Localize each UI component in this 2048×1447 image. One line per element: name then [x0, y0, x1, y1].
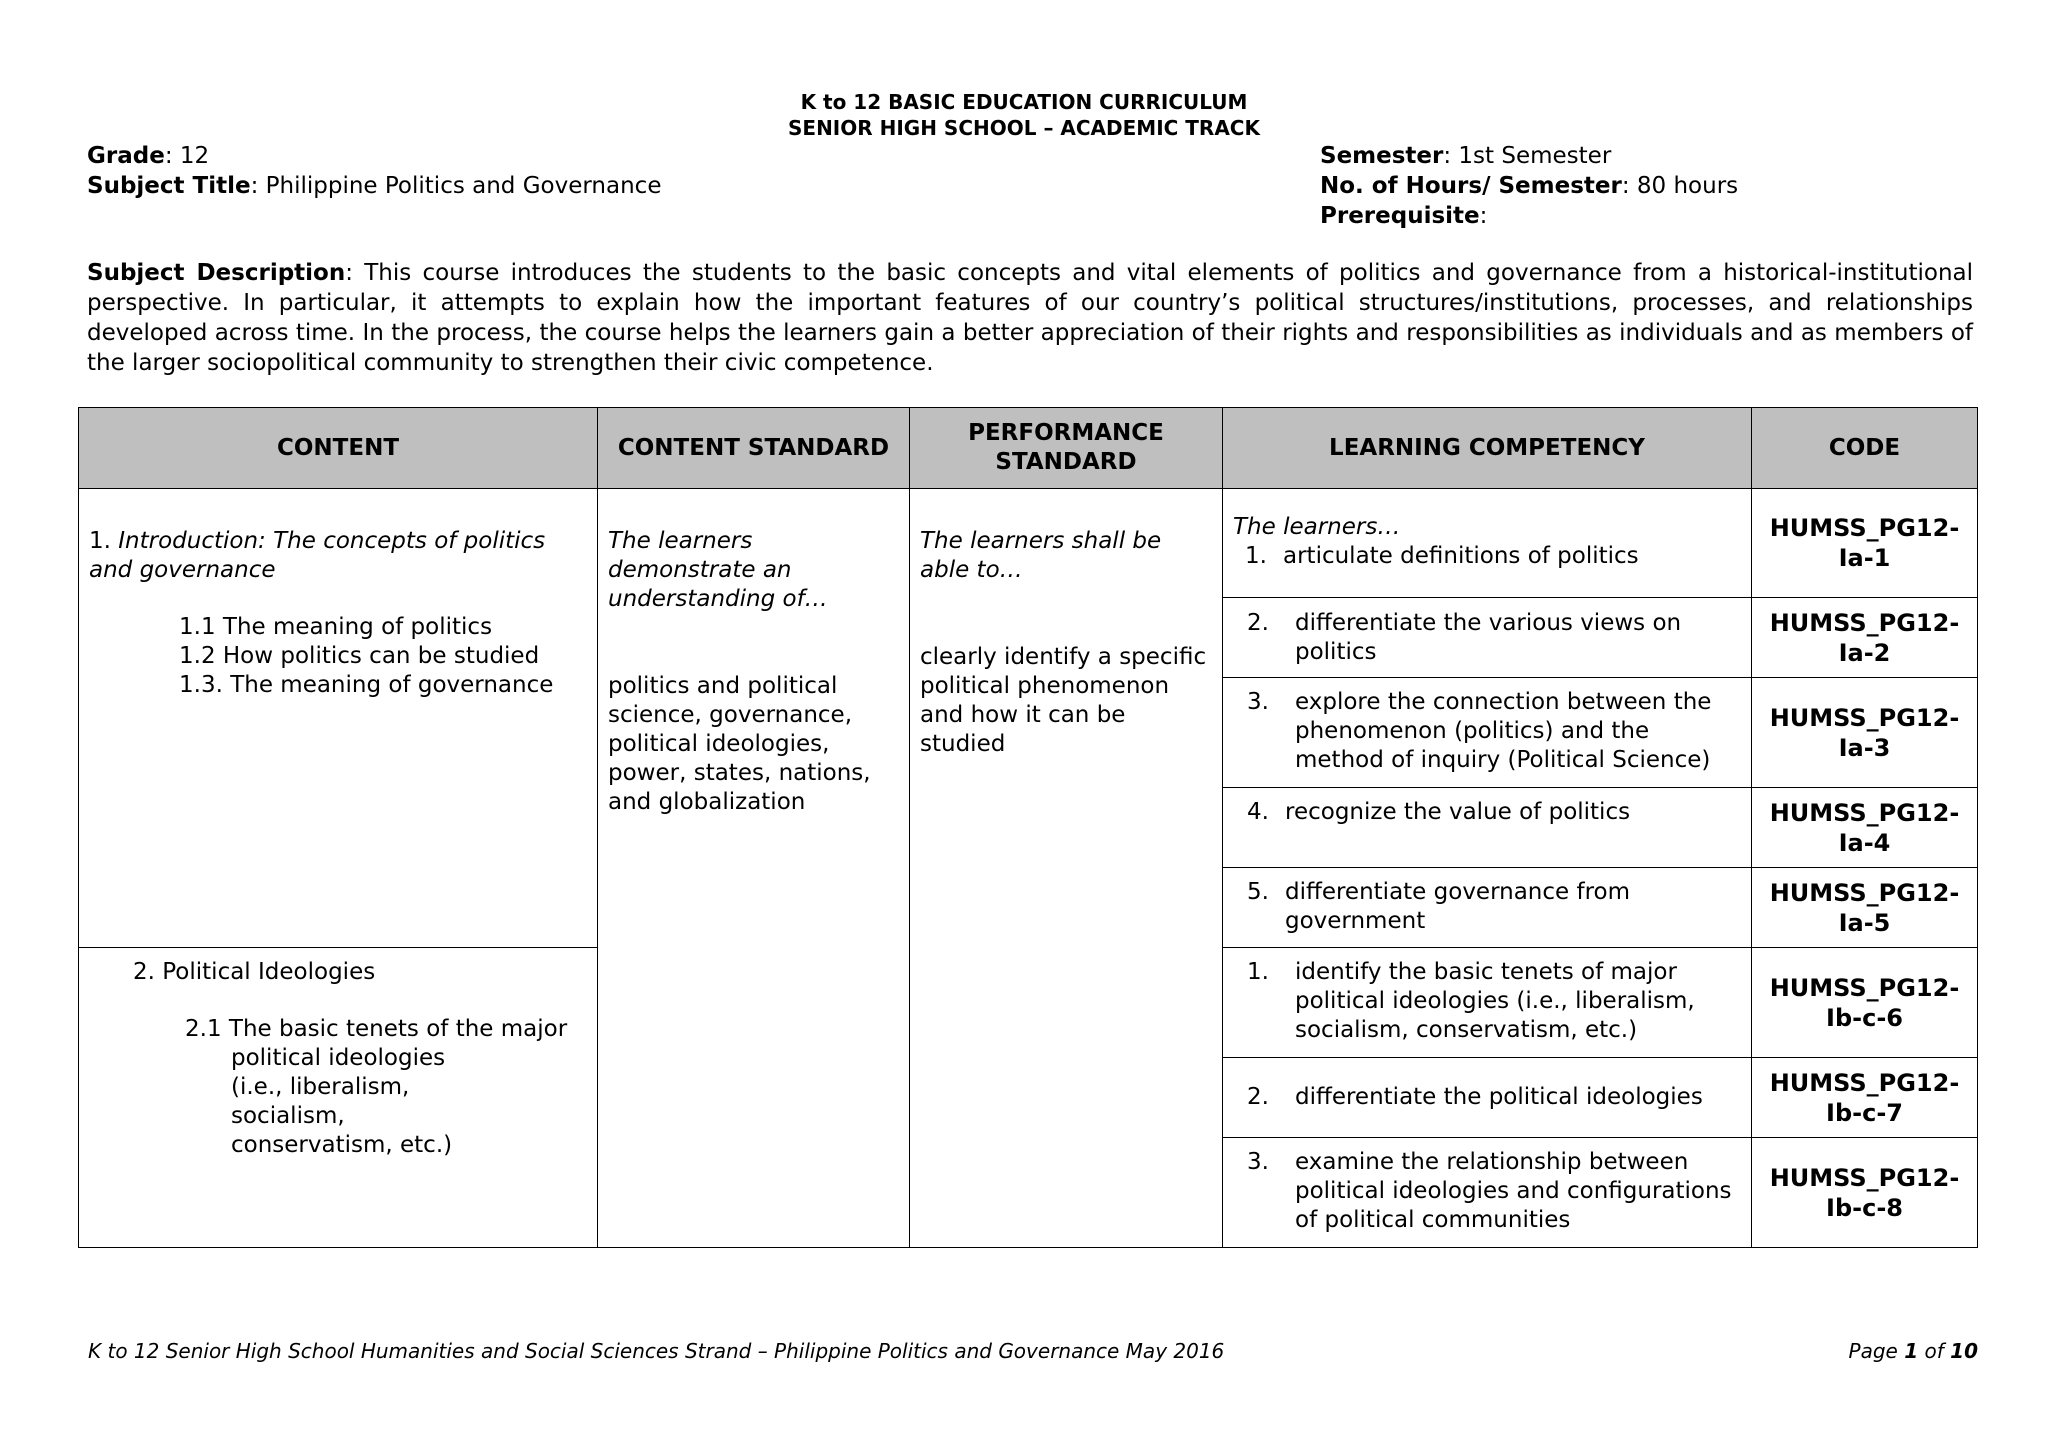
content-standard-intro: The learners demonstrate an understanding of…	[608, 528, 828, 612]
competency-cell: 2. differentiate the various views on politics	[1223, 598, 1752, 678]
content-standard-body: politics and political science, governance, political ideologies, power, states, nations, and globalization	[608, 673, 871, 815]
subtopic: 1.1 The meaning of politics	[179, 614, 493, 640]
content-2-title: 2. Political Ideologies	[133, 959, 376, 985]
semester-label: Semester	[1320, 143, 1444, 169]
description-label: Subject Description	[87, 260, 346, 286]
code-cell: HUMSS_PG12-Ia-1	[1752, 489, 1978, 598]
performance-standard-cell	[910, 489, 1223, 1248]
prerequisite-line	[1320, 201, 1487, 231]
prerequisite-label: Prerequisite	[1320, 203, 1480, 229]
header-performance-standard	[910, 408, 1223, 489]
document-subtitle: SENIOR HIGH SCHOOL – ACADEMIC TRACK	[788, 116, 1260, 140]
code-cell: HUMSS_PG12-Ib-c-7	[1752, 1058, 1978, 1138]
grade-value: : 12	[164, 143, 210, 169]
header-content: CONTENT	[79, 408, 598, 489]
semester-value: : 1st Semester	[1443, 143, 1612, 169]
table-header-row	[79, 408, 1978, 489]
curriculum-table	[78, 407, 1978, 1248]
content-2-subtopic: 2.1 The basic tenets of the major political ideologies (i.e., liberalism, socialism, conservatism, etc.)	[185, 1016, 568, 1158]
performance-standard-intro: The learners shall be able to…	[920, 528, 1162, 583]
competency-cell: 2. differentiate the political ideologies	[1223, 1058, 1752, 1138]
hours-value: : 80 hours	[1621, 173, 1739, 199]
footer-text: K to 12 Senior High School Humanities and Social Sciences Strand – Philippine Politics and Governance May 2016	[88, 1339, 1225, 1363]
code-cell: HUMSS_PG12-Ia-5	[1752, 868, 1978, 948]
competency-cell: 1. identify the basic tenets of major political ideologies (i.e., liberalism, socialism, conservatism, etc.)	[1223, 948, 1752, 1058]
competency-cell: 3. explore the connection between the phenomenon (politics) and the method of inquiry (Political Science)	[1223, 678, 1752, 788]
table-row	[79, 489, 1978, 598]
semester-line	[1320, 141, 1611, 171]
competency-cell: 3. examine the relationship between political ideologies and configurations of political communities	[1223, 1138, 1752, 1248]
learners-intro: The learners…	[1233, 514, 1401, 540]
content-cell-1	[79, 489, 598, 948]
header-learning-competency: LEARNING COMPETENCY	[1223, 408, 1752, 489]
competency-cell	[1223, 489, 1752, 598]
hours-line	[1320, 171, 1738, 201]
code-cell: HUMSS_PG12-Ia-4	[1752, 788, 1978, 868]
document-title: K to 12 BASIC EDUCATION CURRICULUM	[800, 90, 1248, 114]
content-cell-2	[79, 948, 598, 1248]
grade-line	[87, 141, 209, 171]
subject-line	[87, 171, 661, 201]
competency-item: 1. articulate definitions of politics	[1245, 543, 1639, 569]
hours-label: No. of Hours/ Semester	[1320, 173, 1622, 199]
competency-cell: 4. recognize the value of politics	[1223, 788, 1752, 868]
code-cell: HUMSS_PG12-Ib-c-8	[1752, 1138, 1978, 1248]
subtopic: 1.3. The meaning of governance	[179, 672, 554, 698]
subject-label: Subject Title	[87, 173, 251, 199]
header-performance-standard-text: PERFORMANCE STANDARD	[968, 420, 1164, 475]
code-cell: HUMSS_PG12-Ia-2	[1752, 598, 1978, 678]
prerequisite-value: :	[1479, 203, 1488, 229]
grade-label: Grade	[87, 143, 165, 169]
subject-value: : Philippine Politics and Governance	[250, 173, 662, 199]
header-content-standard: CONTENT STANDARD	[598, 408, 910, 489]
code-cell: HUMSS_PG12-Ib-c-6	[1752, 948, 1978, 1058]
content-1-subtopics	[89, 613, 587, 700]
subject-description	[87, 258, 1973, 378]
subtopic: 1.2 How politics can be studied	[179, 643, 540, 669]
performance-standard-body: clearly identify a specific political phenomenon and how it can be studied	[920, 644, 1207, 757]
content-1-title: 1. Introduction: The concepts of politics and governance	[89, 528, 546, 583]
header-code: CODE	[1752, 408, 1978, 489]
content-standard-cell	[598, 489, 910, 1248]
description-text: : This course introduces the students to the basic concepts and vital elements of politics and governance from a historical-institutional perspective. In particular, it attempts to explain how the important features of our country’s political structures/institutions, processes, and relationships developed across time. In the process, the course helps the learners gain a better appreciation of their rights and responsibilities as individuals and as members of the larger sociopolitical community to strengthen their civic competence.	[87, 260, 1974, 376]
page-number: Page 1 of 10	[1848, 1339, 1978, 1363]
competency-cell: 5. differentiate governance from government	[1223, 868, 1752, 948]
code-cell: HUMSS_PG12-Ia-3	[1752, 678, 1978, 788]
